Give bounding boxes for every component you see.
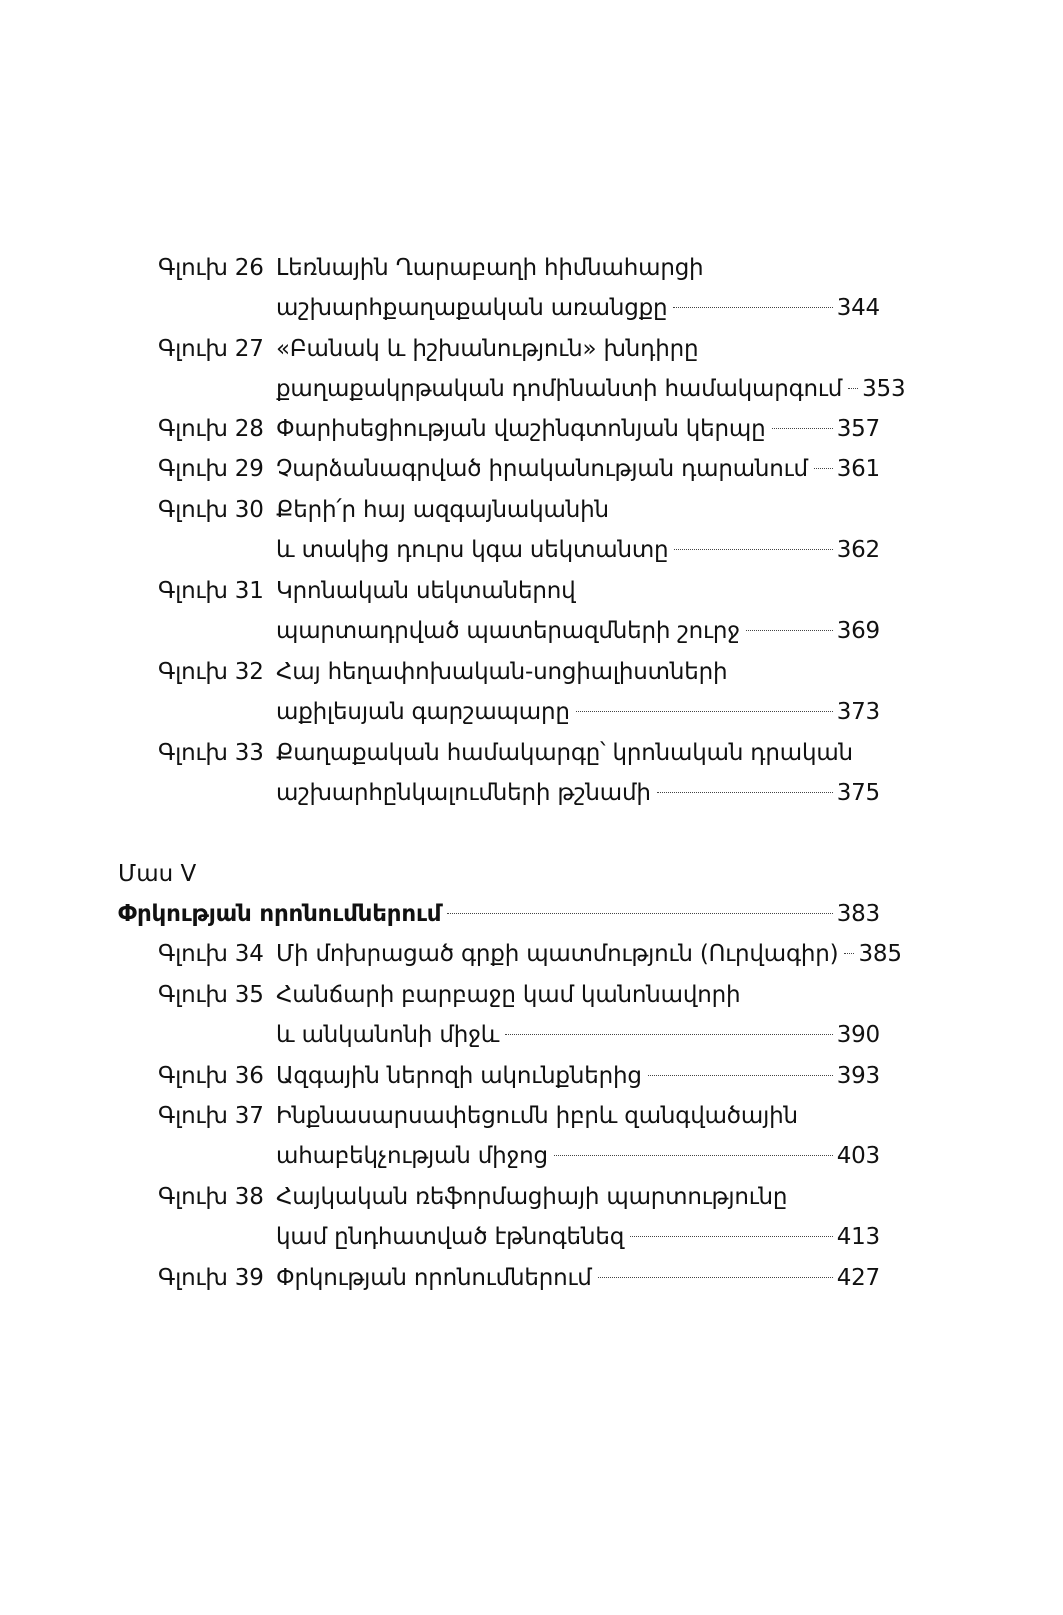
chapter-title-line1: Կրոնական սեկտաներով (276, 578, 576, 604)
chapter-title-text: քաղաքակրթական դոմինանտի համակարգում (276, 376, 843, 402)
dot-leader (673, 306, 832, 308)
page-number: 383 (836, 901, 880, 927)
page-number: 369 (836, 618, 880, 644)
dot-leader (630, 1235, 833, 1237)
chapter-title-line2 (276, 934, 902, 974)
chapter-title-line2 (276, 692, 880, 732)
dot-leader (598, 1276, 833, 1278)
chapter-title-text: և տակից դուրս կգա սեկտանտը (276, 537, 669, 563)
dot-leader (505, 1033, 832, 1035)
chapter-title-line2 (276, 1258, 880, 1298)
chapter-title-line2 (276, 449, 880, 489)
chapter-label: Գլուխ 37 (158, 1103, 264, 1129)
chapter-title-text: Չարձանագրված իրականության դարանում (276, 456, 808, 482)
chapter-title-text: ահաբեկչության միջոց (276, 1143, 548, 1169)
page-number: 361 (836, 456, 880, 482)
chapter-title-text: աշխարհընկալումների թշնամի (276, 780, 651, 806)
chapter-title-line1: Ինքնասարսափեցումն իբրև զանգվածային (276, 1103, 798, 1129)
dot-leader (772, 427, 833, 429)
chapter-title-line2 (276, 1015, 880, 1055)
chapter-label: Գլուխ 32 (158, 659, 264, 685)
part-title (118, 894, 880, 934)
chapter-label: Գլուխ 35 (158, 982, 264, 1008)
chapter-title-text: Փրկության որոնումներում (276, 1265, 592, 1291)
chapter-title-line2 (276, 409, 880, 449)
dot-leader (657, 791, 833, 793)
chapter-label: Գլուխ 29 (158, 456, 264, 482)
page-number: 375 (836, 780, 880, 806)
chapter-label: Գլուխ 34 (158, 941, 264, 967)
chapter-title-line2 (276, 611, 880, 651)
chapter-label: Գլուխ 28 (158, 416, 264, 442)
part-label: Մաս V (118, 861, 197, 887)
chapter-label: Գլուխ 31 (158, 578, 264, 604)
chapter-title-line2 (276, 530, 880, 570)
dot-leader (746, 629, 833, 631)
page-number: 413 (836, 1224, 880, 1250)
dot-leader (576, 710, 833, 712)
chapter-title-line2 (276, 1136, 880, 1176)
page-number: 353 (862, 376, 906, 402)
chapter-label: Գլուխ 38 (158, 1184, 264, 1210)
page-number: 362 (836, 537, 880, 563)
dot-leader (554, 1154, 833, 1156)
dot-leader (648, 1074, 833, 1076)
chapter-label: Գլուխ 30 (158, 497, 264, 523)
chapter-label: Գլուխ 33 (158, 740, 264, 766)
chapter-title-text: Փարիսեցիության վաշինգտոնյան կերպը (276, 416, 766, 442)
chapter-title-line1: Քերի՛ր հայ ազգայնականին (276, 497, 609, 523)
page-number: 393 (836, 1063, 880, 1089)
chapter-label: Գլուխ 26 (158, 255, 264, 281)
chapter-title-text: կամ ընդհատված էթնոգենեզ (276, 1224, 625, 1250)
chapter-title-text: աշխարհքաղաքական առանցքը (276, 295, 668, 321)
chapter-title-line1: Լեռնային Ղարաբաղի հիմնահարցի (276, 255, 704, 281)
chapter-title-line1: Հայ հեղափոխական-սոցիալիստների (276, 659, 728, 685)
page-number: 403 (836, 1143, 880, 1169)
dot-leader (814, 467, 833, 469)
dot-leader (447, 912, 832, 914)
page-number: 373 (836, 699, 880, 725)
chapter-title-line2 (276, 1217, 880, 1257)
page-number: 390 (836, 1022, 880, 1048)
page-number: 357 (836, 416, 880, 442)
dot-leader (848, 387, 858, 389)
chapter-title-line1: Քաղաքական համակարգը՝ կրոնական դրական (276, 740, 853, 766)
chapter-title-line1: Հանճարի բարբաջը կամ կանոնավորի (276, 982, 741, 1008)
page-number: 385 (858, 941, 902, 967)
chapter-title-line2 (276, 773, 880, 813)
dot-leader (674, 548, 832, 550)
page-number: 344 (836, 295, 880, 321)
page-number: 427 (836, 1265, 880, 1291)
dot-leader (844, 952, 854, 954)
chapter-title-line1: «Բանակ և իշխանություն» խնդիրը (276, 336, 699, 362)
chapter-title-text: պարտադրված պատերազմների շուրջ (276, 618, 740, 644)
chapter-title-text: Ազգային ներոզի ակունքներից (276, 1063, 642, 1089)
chapter-title-text: աքիլեսյան գարշապարը (276, 699, 570, 725)
chapter-label: Գլուխ 27 (158, 336, 264, 362)
chapter-label: Գլուխ 36 (158, 1063, 264, 1089)
chapter-title-text: և անկանոնի միջև (276, 1022, 500, 1048)
chapter-label: Գլուխ 39 (158, 1265, 264, 1291)
chapter-title-line1: Հայկական ռեֆորմացիայի պարտությունը (276, 1184, 788, 1210)
chapter-title-line2 (276, 369, 906, 409)
chapter-title-text: Մի մոխրացած գրքի պատմություն (Ուրվագիր) (276, 941, 839, 967)
chapter-title-line2 (276, 1056, 880, 1096)
chapter-title-line2 (276, 288, 880, 328)
part-title-text: Փրկության որոնումներում (118, 901, 442, 927)
